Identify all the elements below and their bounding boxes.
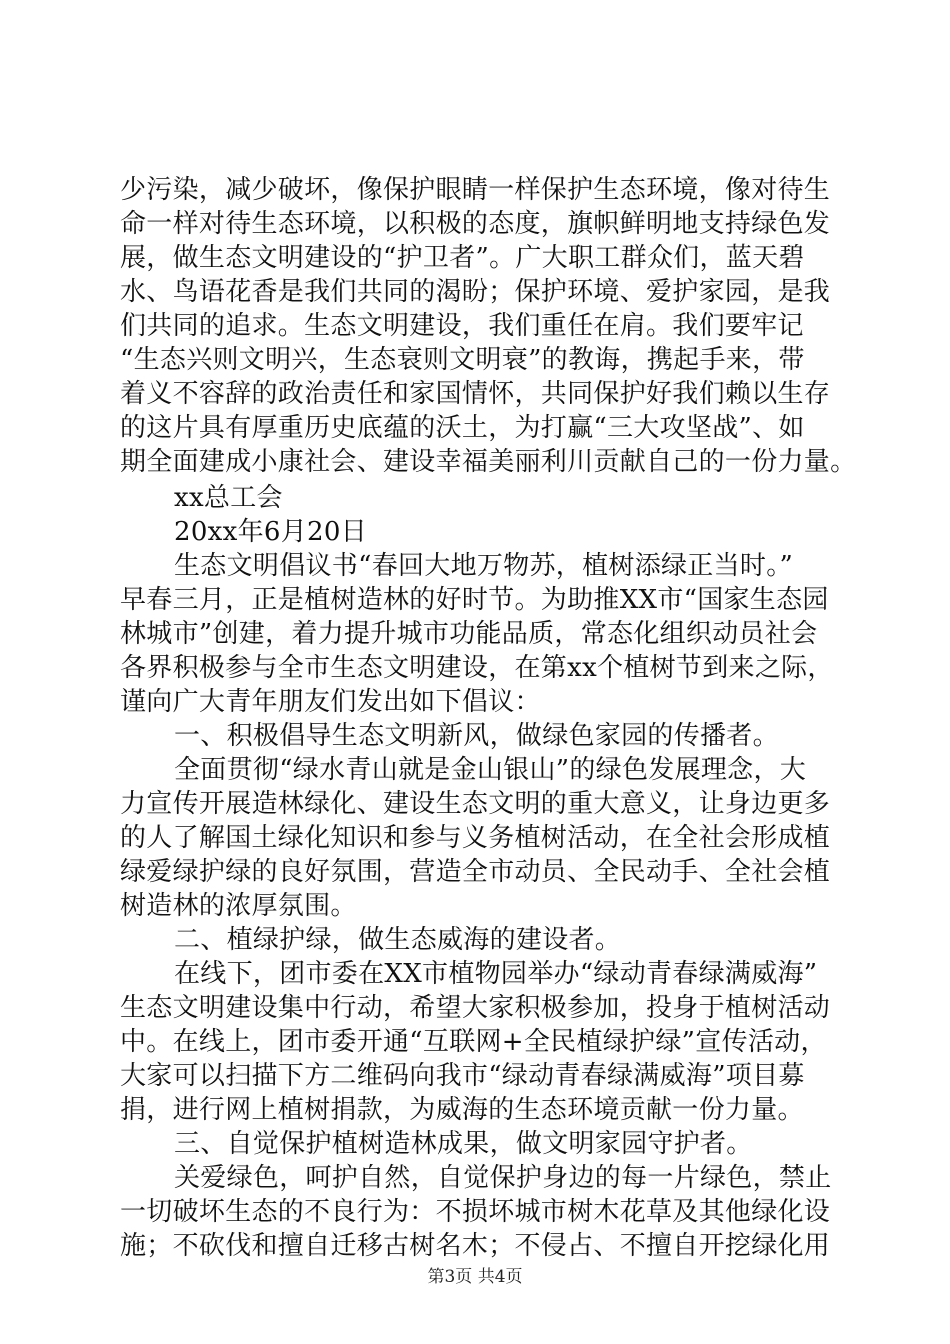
text-line: 生态文明倡议书“春回大地万物苏，植树添绿正当时。” [174,551,794,581]
text-line: 着义不容辞的政治责任和家国情怀，共同保护好我们赖以生存 [120,379,831,409]
text-line: 林城市”创建，着力提升城市功能品质，常态化组织动员社会 [120,619,818,649]
text-line: 水、鸟语花香是我们共同的渴盼；保护环境、爱护家园，是我 [120,277,831,307]
text-line: 展，做生态文明建设的“护卫者”。广大职工群众们，蓝天碧 [120,243,805,273]
text-line: 力宣传开展造林绿化、建设生态文明的重大意义，让身边更多 [120,789,831,819]
text-line: 中。在线上，团市委开通“互联网+全民植绿护绿”宣传活动， [120,1027,827,1057]
text-line: 期全面建成小康社会、建设幸福美丽利川贡献自己的一份力量。 [120,447,857,477]
signature-and-proposal [120,481,840,1263]
text-line: 绿爱绿护绿的良好氛围，营造全市动员、全民动手、全社会植 [120,857,831,887]
text-line: 的人了解国土绿化知识和参与义务植树活动，在全社会形成植 [120,823,831,853]
text-line: 少污染，减少破坏，像保护眼睛一样保护生态环境，像对待生 [120,175,831,205]
text-line: 施；不砍伐和擅自迁移古树名木；不侵占、不擅自开挖绿化用 [120,1231,831,1261]
section-heading: 一、积极倡导生态文明新风，做绿色家园的传播者。 [174,721,779,751]
text-line: 关爱绿色，呵护自然，自觉保护身边的每一片绿色，禁止 [174,1163,832,1193]
paragraph-closing [120,173,857,479]
text-line: 全面贯彻“绿水青山就是金山银山”的绿色发展理念，大 [174,755,807,785]
text-line: 们共同的追求。生态文明建设，我们重任在肩。我们要牢记 [120,311,804,341]
text-line: 生态文明建设集中行动，希望大家积极参加，投身于植树活动 [120,993,831,1023]
signature: xx总工会 [174,483,283,513]
text-line: 树造林的浓厚氛围。 [120,891,357,921]
section-heading: 三、自觉保护植树造林成果，做文明家园守护者。 [174,1129,753,1159]
text-line: 大家可以扫描下方二维码向我市“绿动青春绿满威海”项目募 [120,1061,805,1091]
text-line: 各界积极参与全市生态文明建设，在第xx个植树节到来之际， [120,653,834,683]
text-line: 早春三月，正是植树造林的好时节。为助推XX市“国家生态园 [120,585,829,615]
text-line: “生态兴则文明兴，生态衰则文明衰”的教诲，携起手来，带 [120,345,805,375]
section-heading: 二、植绿护绿，做生态威海的建设者。 [174,925,622,955]
page-indicator: 第3页 共4页 [427,1267,523,1287]
text-line: 谨向广大青年朋友们发出如下倡议： [120,687,541,717]
text-line: 捐，进行网上植树捐款，为威海的生态环境贡献一份力量。 [120,1095,804,1125]
text-line: 一切破坏生态的不良行为：不损坏城市树木花草及其他绿化设 [120,1197,831,1227]
date: 20xx年6月20日 [174,517,368,547]
text-line: 的这片具有厚重历史底蕴的沃土，为打赢“三大攻坚战”、如 [120,413,805,443]
text-line: 在线下，团市委在XX市植物园举办“绿动青春绿满威海” [174,959,818,989]
text-line: 命一样对待生态环境，以积极的态度，旗帜鲜明地支持绿色发 [120,209,831,239]
